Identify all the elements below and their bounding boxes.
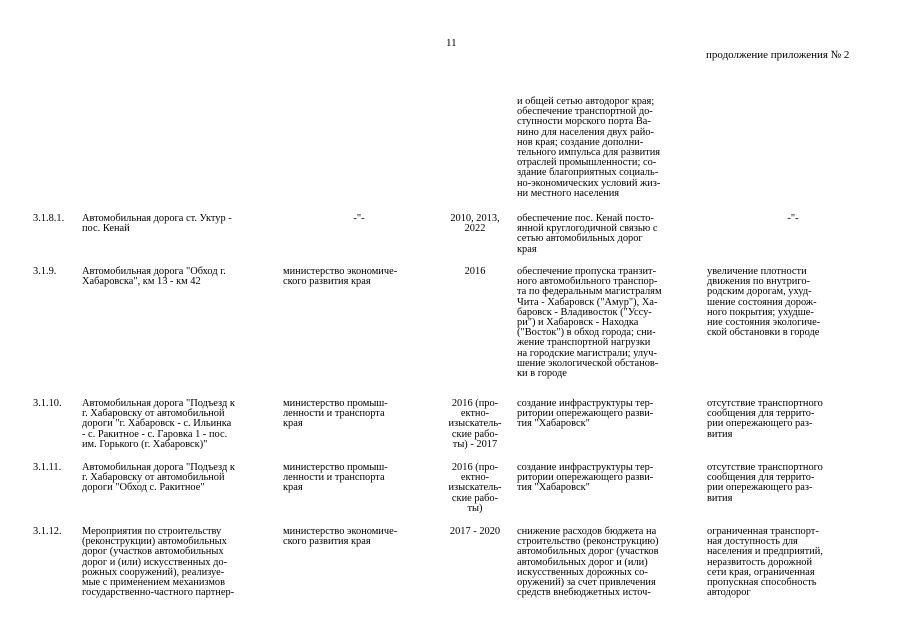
continuation-note: продолжение приложения № 2 xyxy=(706,49,850,61)
responsible-executor: министерство экономиче- ского развития края xyxy=(283,266,398,288)
consequences-of-non-implementation: увеличение плотности движения по внутриго- родским дорогам, ухуд- шение состояния дорож- ного покрытия; ухудше- ние состояния экологиче- ской обстановки в городе xyxy=(707,266,821,339)
implementation-years: 2010, 2013, 2022 xyxy=(450,213,500,235)
responsible-executor: -"- xyxy=(353,213,365,224)
road-name: Автомобильная дорога "Подъезд к г. Хабаровску от автомобильной дороги "Обход с. Ракитное" xyxy=(82,462,235,494)
implementation-years: 2016 (про- ектно- изыскатель- ские рабо- ты) - 2017 xyxy=(448,398,502,450)
road-name: Автомобильная дорога ст. Уктур - пос. Кенай xyxy=(82,213,232,235)
consequences-of-non-implementation: -"- xyxy=(787,213,799,224)
road-name: Автомобильная дорога "Подъезд к г. Хабаровску от автомобильной дороги "г. Хабаровск - с. Ильинка - с. Ракитное - с. Гаровка 1 - пос. им. Горького (г. Хабаровск)" xyxy=(82,398,235,450)
page-number: 11 xyxy=(446,37,457,49)
expected-result: снижение расходов бюджета на строительство (реконструкцию) автомобильных дорог (участков автомобильных дорог и (или) искусственных дорожных со- оружений) за счет привлечения средств внебюджетных источ- xyxy=(517,526,659,599)
responsible-executor: министерство промыш- ленности и транспорта края xyxy=(283,462,388,494)
row-number: 3.1.11. xyxy=(33,462,62,473)
continued-goal-text: и общей сетью автодорог края; обеспечение транспортной до- ступности морского порта Ва- нино для населения двух райо- нов края; создание дополни- тельного импульса для развития отраслей промышленности; со- здание благоприятных социаль- но-экономических условий жиз- ни местного населения xyxy=(517,96,661,199)
responsible-executor: министерство промыш- ленности и транспорта края xyxy=(283,398,388,430)
consequences-of-non-implementation: ограниченная транспорт- ная доступность для населения и предприятий, неразвитость дорожной сети края, ограниченная пропускная способность автодорог xyxy=(707,526,823,599)
responsible-executor: министерство экономиче- ского развития края xyxy=(283,526,398,548)
expected-result: обеспечение пропуска транзит- ного автомобильного транспор- та по федеральным магистралям Чита - Хабаровск ("Амур"), Ха- баровск - Владивосток ("Уссу- ри") и Хабаровск - Находка ("Восток") в обход города; сни- жение транспортной нагрузки на городские магистрали; улуч- шение экологической обстанов- ки в городе xyxy=(517,266,662,380)
implementation-years: 2016 (про- ектно- изыскатель- ские рабо- ты) xyxy=(448,462,502,514)
expected-result: создание инфраструктуры тер- ритории опережающего разви- тия "Хабаровск" xyxy=(517,462,654,494)
row-number: 3.1.10. xyxy=(33,398,62,409)
consequences-of-non-implementation: отсутствие транспортного сообщения для террито- рии опережающего раз- вития xyxy=(707,398,823,440)
row-number: 3.1.9. xyxy=(33,266,57,277)
expected-result: обеспечение пос. Кенай посто- янной круглогодичной связью с сетью автомобильных дорог края xyxy=(517,213,658,255)
expected-result: создание инфраструктуры тер- ритории опережающего разви- тия "Хабаровск" xyxy=(517,398,654,430)
consequences-of-non-implementation: отсутствие транспортного сообщения для террито- рии опережающего раз- вития xyxy=(707,462,823,504)
implementation-years: 2017 - 2020 xyxy=(449,526,501,537)
row-number: 3.1.8.1. xyxy=(33,213,65,224)
road-name: Автомобильная дорога "Обход г. Хабаровска", км 13 - км 42 xyxy=(82,266,226,288)
implementation-years: 2016 xyxy=(464,266,486,277)
row-number: 3.1.12. xyxy=(33,526,62,537)
road-name: Мероприятия по строительству (реконструкции) автомобильных дорог (участков автомобильных дорог и (или) искусственных до- рожных сооружений), реализуе- мые с применением механизмов государственно-частного партнер- xyxy=(82,526,235,599)
